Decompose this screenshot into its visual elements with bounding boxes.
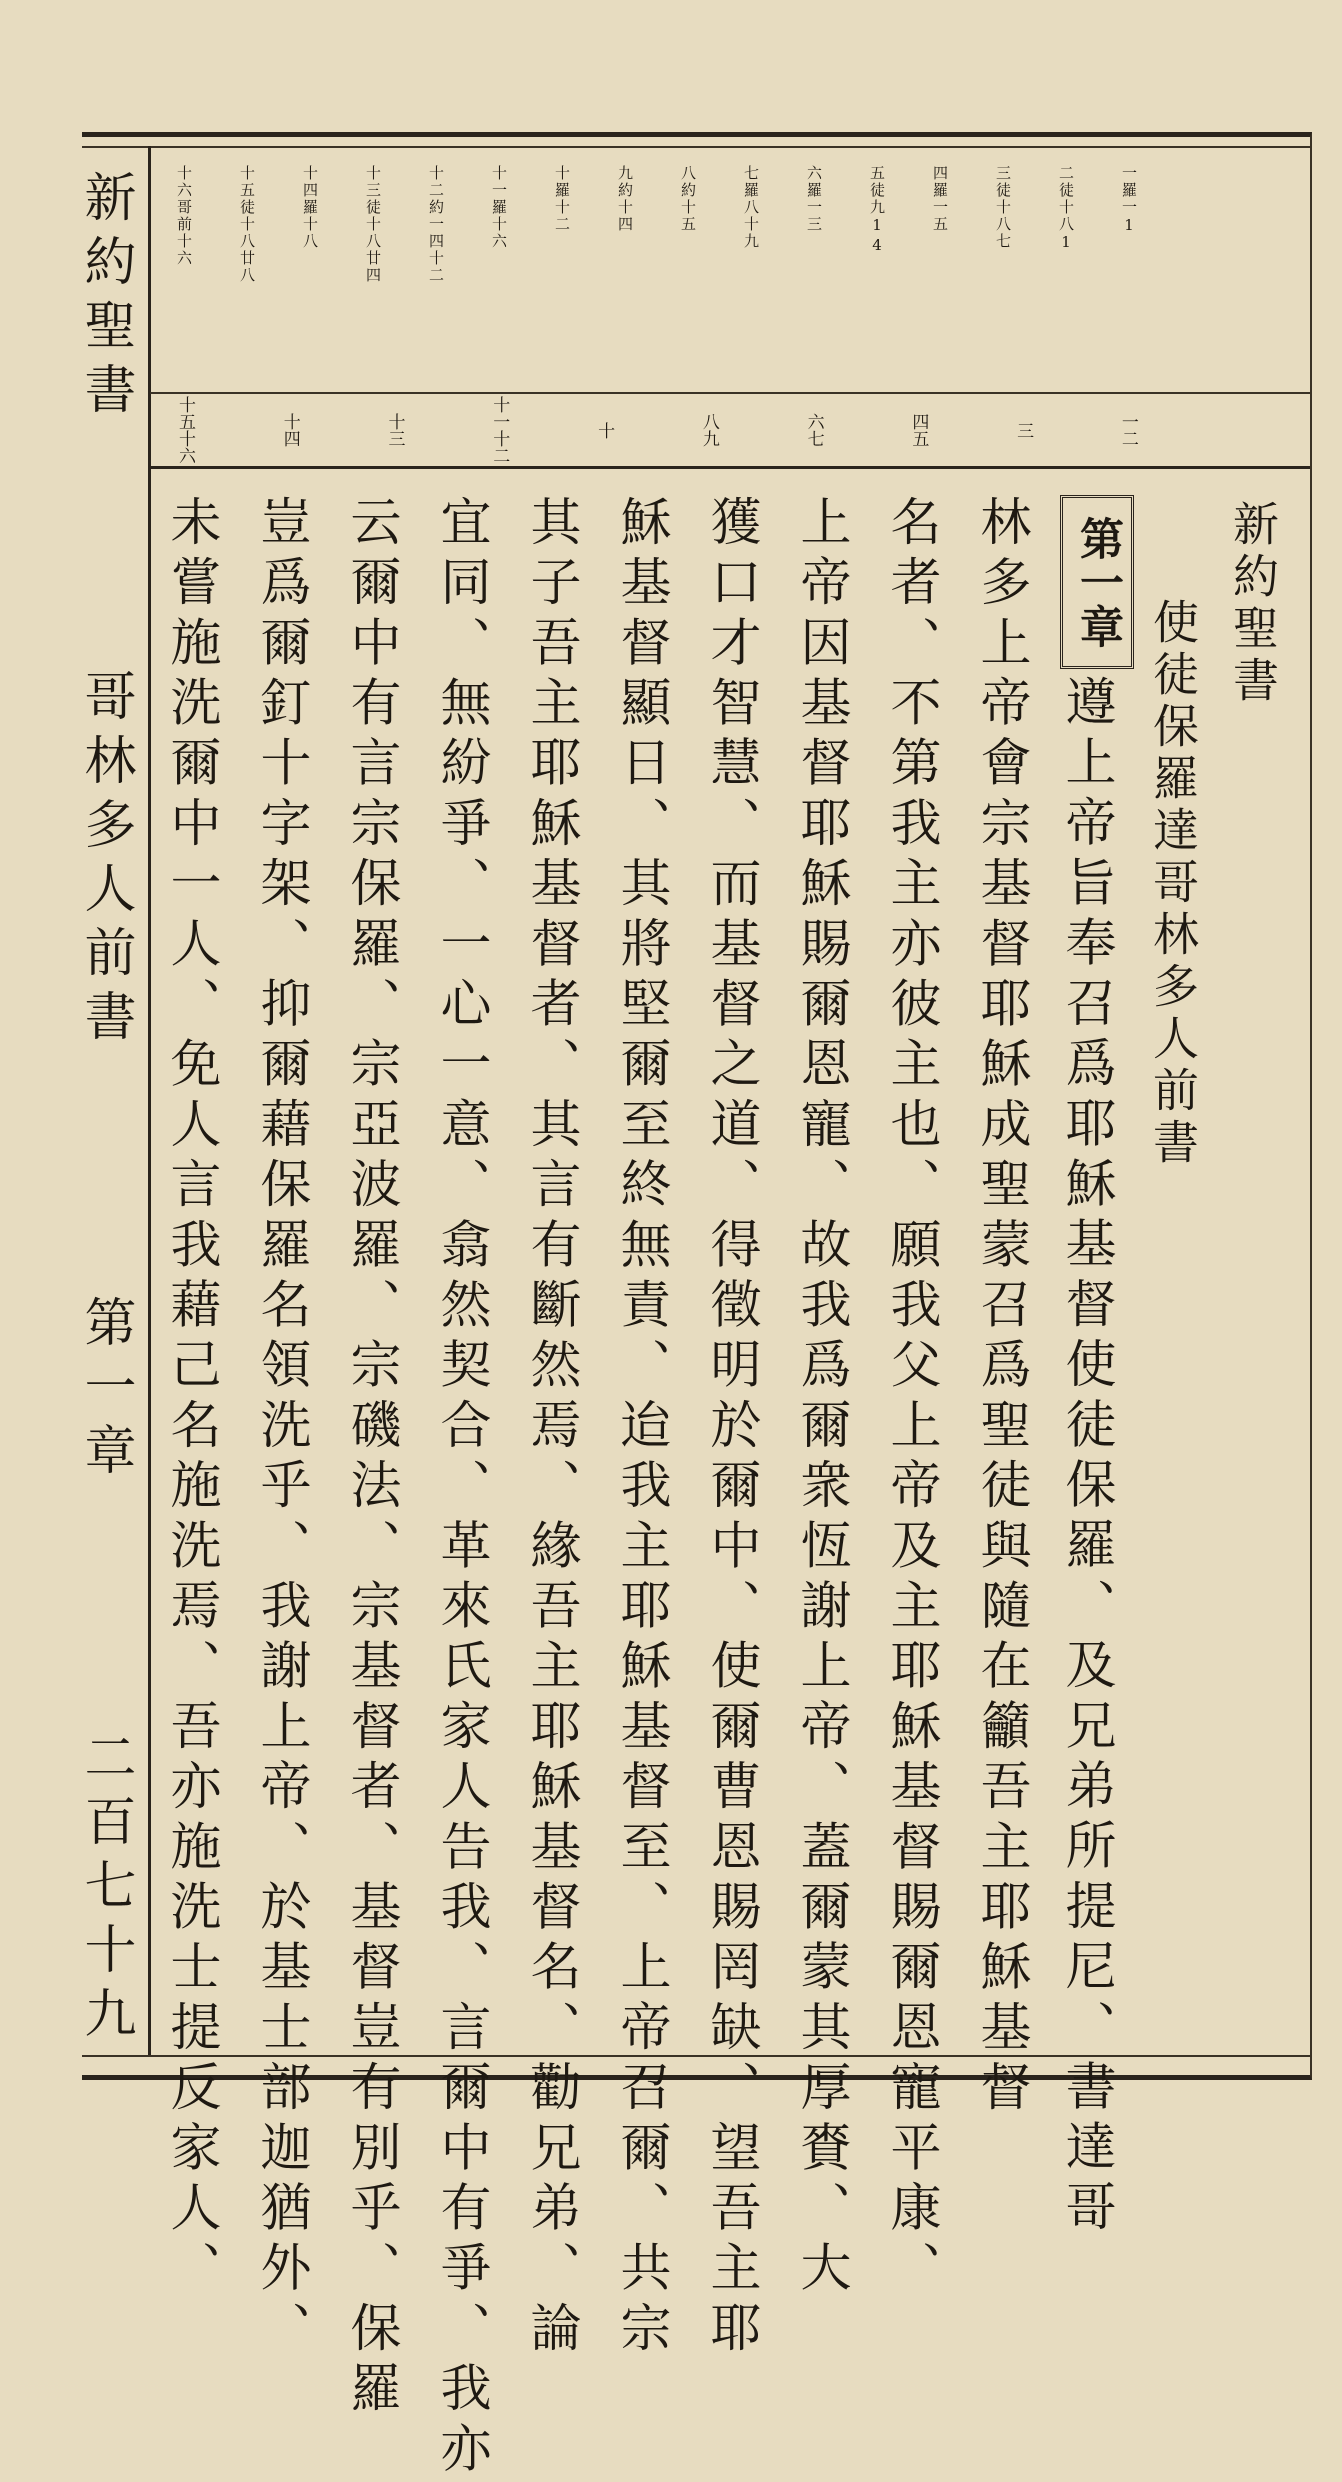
margin-title: 新約聖書: [75, 170, 135, 426]
text-column: 其子吾主耶穌基督者、其言有斷然焉、緣吾主耶穌基督名、勸兄弟、論: [521, 495, 580, 2362]
cross-reference: 十三徒十八廿四: [364, 165, 382, 284]
margin-book: 哥林多人前書: [75, 668, 135, 1053]
text-column: 豈爲爾釘十字架、抑爾藉保羅名領洗乎、我謝上帝、於基士部迦猶外、: [251, 495, 310, 2362]
verse-number: 十: [594, 421, 615, 439]
verse-number: 六七: [803, 413, 824, 447]
gutter-rule: [148, 146, 151, 2055]
text-column: 宜同、無紛爭、一心一意、翕然契合、革來氏家人告我、言爾中有爭、我亦: [431, 495, 490, 2482]
verse-number-row: [175, 396, 1138, 464]
verse-number: 十三: [384, 413, 405, 447]
verse-number: 三: [1013, 421, 1034, 439]
cross-reference: 十一羅十六: [490, 165, 508, 250]
cross-reference: 十羅十二: [553, 165, 571, 233]
chapter-heading-box: [1060, 495, 1134, 669]
page-number: 二百七十九: [75, 1729, 135, 2050]
verse-number: 八九: [698, 413, 719, 447]
cross-reference: 十六哥前十六: [175, 165, 193, 267]
cross-reference: 一羅一1: [1120, 165, 1138, 236]
cross-references: [176, 165, 1136, 385]
verse-number: 十一十二: [489, 396, 510, 464]
cross-reference: 十二約一四十二: [427, 165, 445, 284]
cross-reference: 十四羅十八: [301, 165, 319, 250]
cross-reference: 五徒九14: [868, 165, 886, 256]
cross-reference: 四羅一五: [931, 165, 949, 233]
text-column: 獲口才智慧、而基督之道、得徵明於爾中、使爾曹恩賜罔缺、望吾主耶: [701, 495, 760, 2362]
cross-reference: 六羅一三: [805, 165, 823, 233]
references-divider: [150, 392, 1310, 394]
margin-chapter: 第一章: [75, 1295, 135, 1488]
cross-reference: 二徒十八1: [1057, 165, 1075, 253]
text-column: 上帝因基督耶穌賜爾恩寵、故我爲爾衆恆謝上帝、蓋爾蒙其厚賚、大: [791, 495, 850, 2301]
cross-reference: 七羅八十九: [742, 165, 760, 250]
cross-reference: 八約十五: [679, 165, 697, 233]
text-column: 林多上帝會宗基督耶穌成聖蒙召爲聖徒與隨在籲吾主耶穌基督: [971, 495, 1030, 2121]
verse-numbers-divider: [150, 466, 1310, 469]
text-column: 穌基督顯日、其將堅爾至終無責、迨我主耶穌基督至、上帝召爾、共宗: [611, 495, 670, 2362]
text-column: 云爾中有言宗保羅、宗亞波羅、宗磯法、宗基督者、基督豈有別乎、保羅: [341, 495, 400, 2422]
frame-inner-top-rule: [82, 146, 1310, 148]
text-column: 遵上帝旨奉召爲耶穌基督使徒保羅、及兄弟所提尼、書達哥: [1056, 675, 1115, 2241]
page-margin: [70, 170, 140, 2050]
epistle-title: 使徒保羅達哥林多人前書: [1146, 598, 1200, 1170]
cross-reference: 九約十四: [616, 165, 634, 233]
verse-number: 一二: [1117, 413, 1138, 447]
text-column: 未嘗施洗爾中一人、免人言我藉己名施洗焉、吾亦施洗士提反家人、: [161, 495, 220, 2301]
text-column: 名者、不第我主亦彼主也、願我父上帝及主耶穌基督賜爾恩寵平康、: [881, 495, 940, 2301]
verse-number: 十四: [279, 413, 300, 447]
chapter-heading: 第一章: [1072, 516, 1123, 648]
verse-number: 十五十六: [175, 396, 195, 464]
verse-number: 四五: [908, 413, 929, 447]
cross-reference: 十五徒十八廿八: [238, 165, 256, 284]
cross-reference: 三徒十八七: [994, 165, 1012, 250]
book-header: 新約聖書: [1226, 500, 1280, 708]
